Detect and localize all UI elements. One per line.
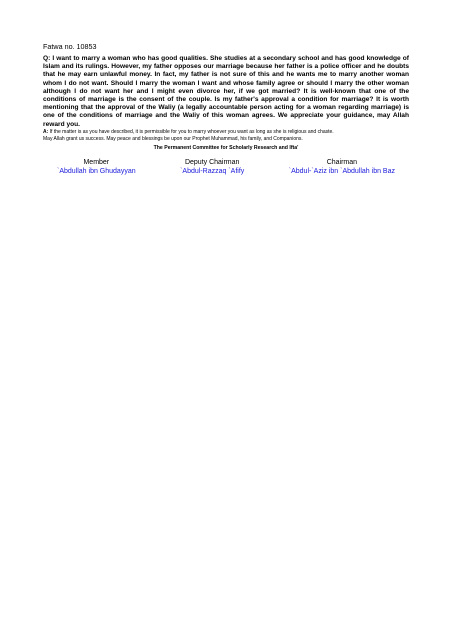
answer-prefix: A:	[43, 128, 49, 135]
signature-name-link[interactable]: `Abdul-`Aziz ibn `Abdullah ibn Baz	[288, 167, 395, 175]
signature-role: Deputy Chairman	[184, 158, 240, 166]
answer-text: If the matter is as you have described, it is permissible for you to marry whoever you want as long as she is religious and chaste.	[49, 128, 334, 135]
signature-block	[43, 158, 409, 176]
signature-role: Member	[83, 158, 110, 166]
signature-name-link[interactable]: `Abdullah ibn Ghudayyan	[57, 167, 136, 175]
fatwa-content	[43, 42, 409, 176]
signature-member	[57, 158, 136, 176]
signature-role: Chairman	[326, 158, 358, 166]
question-text: I want to marry a woman who has good qualities. She studies at a secondary school and has good knowledge of Islam and its rulings. However, my father opposes our marriage because her father is a police officer and he doubts that he may earn unlawful money. In fact, my father is not sure of this and he wants me to marry another woman whom I do not want. Should I marry the woman I want and whose family agree or should I marry the other woman although I do not want her and I might even divorce her, if we got married? It is well-known that one of the conditions of marriage is the consent of the couple. Is my father's approval a condition for marriage? It is worth mentioning that the approval of the Waliy (a legally accountable person acting for a woman regarding marriage) is one of the conditions of marriage and the Waliy of this woman agrees. We appreciate your guidance, may Allah reward you.	[43, 55, 409, 128]
question-paragraph	[43, 55, 409, 129]
committee-name: The Permanent Committee for Scholarly Research and Ifta'	[153, 144, 299, 151]
fatwa-number: Fatwa no. 10853	[43, 42, 97, 51]
signature-chairman	[289, 158, 395, 176]
closing-paragraph: May Allah grant us success. May peace and blessings be upon our Prophet Muhammad, his family, and Companions.	[43, 135, 303, 142]
answer-paragraph	[43, 129, 409, 136]
question-prefix: Q:	[43, 55, 51, 62]
signature-name-link[interactable]: `Abdul-Razzaq `Afify	[180, 167, 245, 175]
signature-deputy-chairman	[180, 158, 244, 176]
